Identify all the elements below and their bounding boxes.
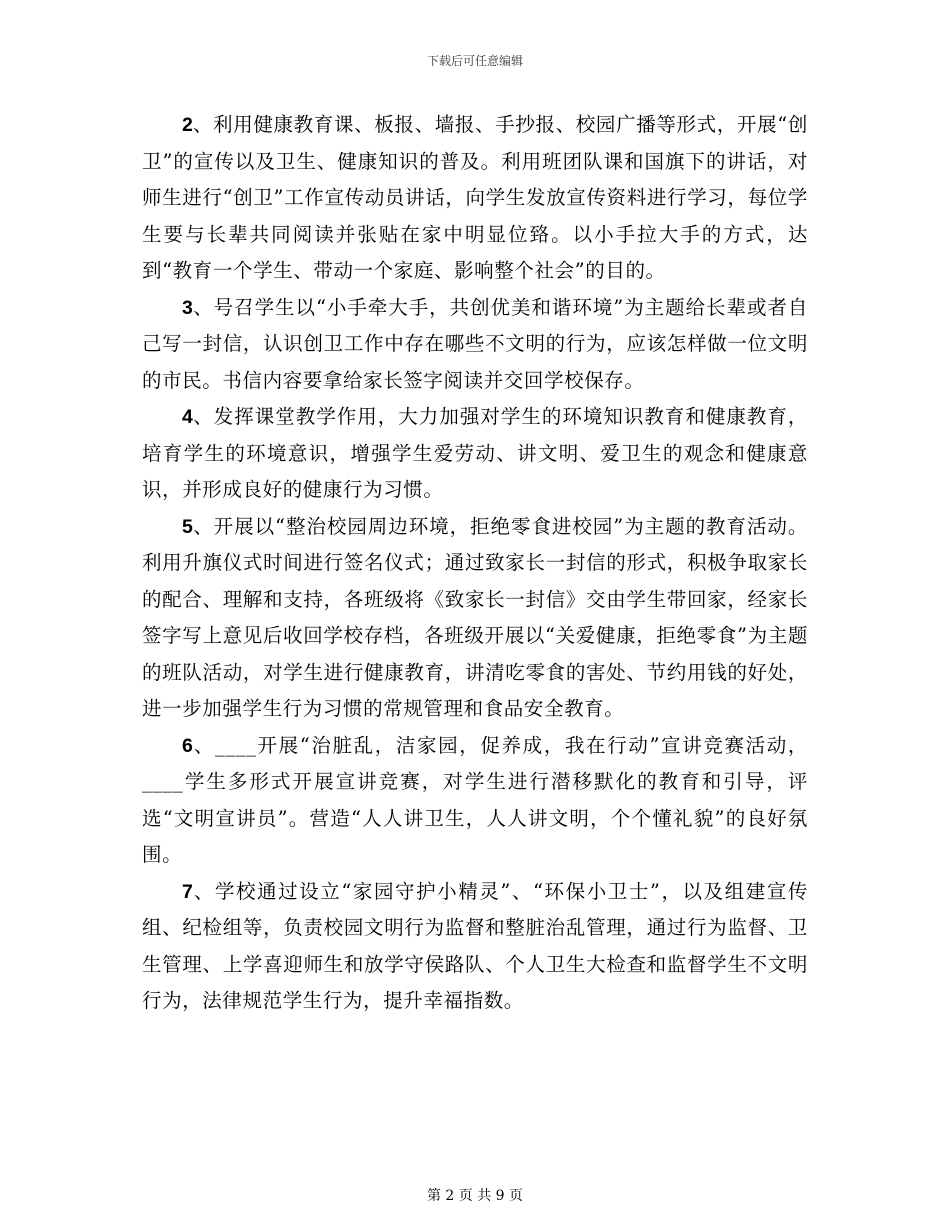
paragraph-text: 、号召学生以“小手牵大手，共创优美和谐环境”为主题给长辈或者自己写一封信，认识创卫工作中存在哪些不文明的行为，应该怎样做一位文明的市民。书信内容要拿给家长签字阅读并交回学校保存。	[142, 295, 808, 392]
document-body	[142, 107, 808, 1020]
paragraph-text: 、利用健康教育课、板报、墙报、手抄报、校园广播等形式，开展“创卫”的宣传以及卫生、健康知识的普及。利用班团队课和国旗下的讲话，对师生进行“创卫”工作宣传动员讲话，向学生发放宣传资料进行学习，每位学生要与长辈共同阅读并张贴在家中明显位臵。以小手拉大手的方式，达到“教育一个学生、带动一个家庭、影响整个社会”的目的。	[142, 113, 808, 282]
paragraph-4	[142, 399, 808, 509]
paragraph-number: 4	[182, 406, 193, 428]
paragraph-text: 、____开展“治脏乱，洁家园，促养成，我在行动”宣讲竞赛活动，____学生多形式开展宣讲竞赛，对学生进行潜移默化的教育和引导，评选“文明宣讲员”。营造“人人讲卫生，人人讲文明，个个懂礼貌”的良好氛围。	[142, 733, 808, 866]
paragraph-number: 2	[182, 114, 193, 136]
paragraph-number: 7	[182, 880, 193, 903]
paragraph-6	[142, 728, 808, 874]
paragraph-number: 3	[182, 296, 193, 319]
page-number-footer: 第 2 页 共 9 页	[426, 1188, 524, 1204]
paragraph-text: 、开展以“整治校园周边环境，拒绝零食进校园”为主题的教育活动。利用升旗仪式时间进行签名仪式；通过致家长一封信的形式，积极争取家长的配合、理解和支持，各班级将《致家长一封信》交由学生带回家，经家长签字写上意见后收回学校存档，各班级开展以“关爱健康，拒绝零食”为主题的班队活动，对学生进行健康教育，讲清吃零食的害处、节约用钱的好处，进一步加强学生行为习惯的常规管理和食品安全教育。	[142, 514, 808, 720]
paragraph-5	[142, 509, 808, 728]
paragraph-2	[142, 107, 808, 290]
header-note: 下载后可任意编辑	[426, 54, 523, 68]
paragraph-3	[142, 290, 808, 400]
paragraph-text: 、发挥课堂教学作用，大力加强对学生的环境知识教育和健康教育，培育学生的环境意识，增强学生爱劳动、讲文明、爱卫生的观念和健康意识，并形成良好的健康行为习惯。	[142, 405, 808, 501]
paragraph-7	[142, 874, 808, 1020]
paragraph-text: 、学校通过设立“家园守护小精灵”、“环保小卫士”，以及组建宣传组、纪检组等，负责校园文明行为监督和整脏治乱管理，通过行为监督、卫生管理、上学喜迎师生和放学守侯路队、个人卫生大检查和监督学生不文明行为，法律规范学生行为，提升幸福指数。	[142, 879, 808, 1012]
paragraph-number: 5	[182, 515, 193, 538]
paragraph-number: 6	[182, 734, 193, 757]
